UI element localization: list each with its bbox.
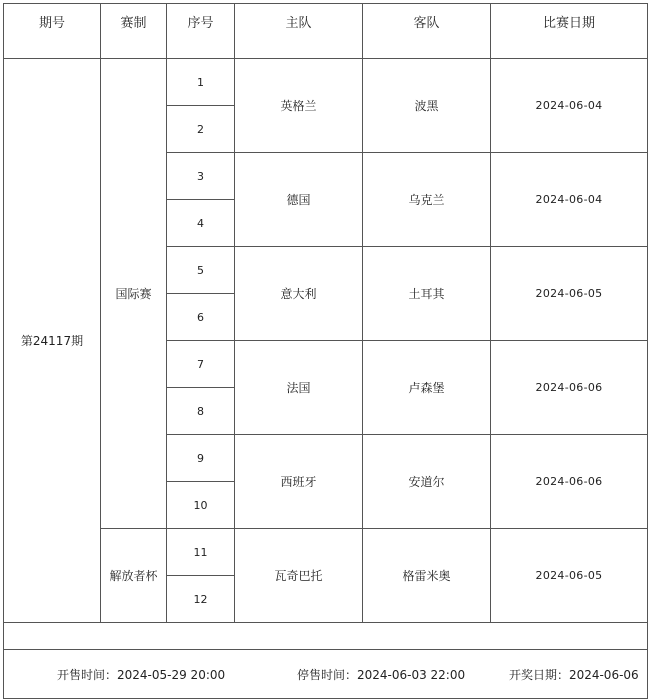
table-row [4,529,648,576]
away-team: 卢森堡 [363,341,491,435]
type-cup: 解放者杯 [101,529,167,623]
home-team: 英格兰 [235,59,363,153]
seq-cell: 6 [167,294,235,341]
draw-date: 开奖日期：2024-06-06 [508,667,639,682]
home-team: 意大利 [235,247,363,341]
away-team: 乌克兰 [363,153,491,247]
seq-cell: 11 [167,529,235,576]
blank-row [4,623,648,650]
away-team: 安道尔 [363,435,491,529]
sale-start-time: 开售时间：2024-05-29 20:00 [57,667,226,682]
seq-cell: 5 [167,247,235,294]
away-team: 土耳其 [363,247,491,341]
header-row [4,4,648,59]
home-team: 法国 [235,341,363,435]
period-cell: 第24117期 [4,59,101,623]
match-date: 2024-06-05 [491,529,648,623]
header-away: 客队 [363,4,491,59]
header-seq: 序号 [167,4,235,59]
seq-cell: 7 [167,341,235,388]
table-row [4,59,648,106]
header-period: 期号 [4,4,101,59]
header-date: 比赛日期 [491,4,648,59]
home-team: 德国 [235,153,363,247]
seq-cell: 2 [167,106,235,153]
match-date: 2024-06-04 [491,153,648,247]
match-date: 2024-06-04 [491,59,648,153]
seq-cell: 8 [167,388,235,435]
type-international: 国际赛 [101,59,167,529]
seq-cell: 1 [167,59,235,106]
header-home: 主队 [235,4,363,59]
seq-cell: 9 [167,435,235,482]
away-team: 格雷米奥 [363,529,491,623]
match-date: 2024-06-06 [491,341,648,435]
sale-stop-time: 停售时间：2024-06-03 22:00 [296,667,466,682]
footer-row [4,650,648,699]
blank-cell [4,623,648,650]
seq-cell: 12 [167,576,235,623]
match-date: 2024-06-06 [491,435,648,529]
footer-cell [4,650,648,699]
away-team: 波黑 [363,59,491,153]
seq-cell: 3 [167,153,235,200]
seq-cell: 10 [167,482,235,529]
header-type: 赛制 [101,4,167,59]
home-team: 瓦奇巴托 [235,529,363,623]
match-date: 2024-06-05 [491,247,648,341]
home-team: 西班牙 [235,435,363,529]
seq-cell: 4 [167,200,235,247]
schedule-table [3,3,648,699]
